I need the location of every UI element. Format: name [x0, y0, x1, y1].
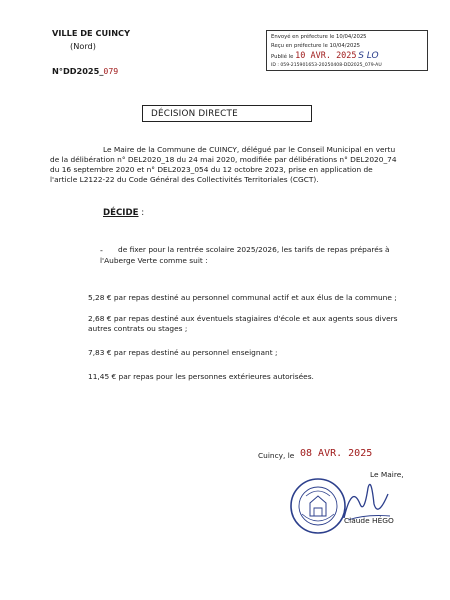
stamp-published: [271, 51, 379, 61]
prefecture-stamp: [266, 30, 428, 71]
place-label: Cuincy, le: [258, 451, 295, 460]
tariff-external: 11,45 € par repas pour les personnes extérieures autorisées.: [88, 372, 314, 381]
handwritten-signature: [338, 474, 398, 522]
intro-line-2: de la délibération n° DEL2020_18 du 24 mai 2020, modifiée par délibérations n° DEL2020_74: [50, 155, 397, 164]
tariff-teachers: 7,83 € par repas destiné au personnel enseignant ;: [88, 348, 278, 357]
intro-line-4: l'article L2122-22 du Code Général des Collectivités Territoriales (CGCT).: [50, 175, 319, 184]
stamp-published-label: Publié le: [271, 54, 294, 60]
intro-line-3: du 16 septembre 2020 et n° DEL2023_054 du 12 octobre 2023, prise en application de: [50, 165, 373, 174]
signature-scribble-icon: [338, 474, 398, 522]
stamp-initials: S LO: [358, 51, 379, 61]
decide-word: DÉCIDE: [103, 208, 139, 218]
decide-colon: :: [141, 208, 145, 218]
clause-line-1: de fixer pour la rentrée scolaire 2025/2026, les tarifs de repas préparés à: [118, 245, 390, 254]
tariff-interns-line-1: 2,68 € par repas destiné aux éventuels stagiaires d'école et aux agents sous divers: [88, 314, 398, 323]
title-box: [142, 105, 312, 122]
signatory-role: Le Maire,: [370, 470, 404, 479]
tariff-interns-line-2: autres contrats ou stages ;: [88, 324, 188, 333]
stamp-received: Reçu en préfecture le 10/04/2025: [271, 43, 361, 49]
clause-bullet: -: [100, 246, 103, 255]
document-title: DÉCISION DIRECTE: [151, 109, 238, 119]
tariff-staff: 5,28 € par repas destiné au personnel communal actif et aux élus de la commune ;: [88, 293, 397, 302]
clause-line-2: l'Auberge Verte comme suit :: [100, 256, 208, 265]
city-name: VILLE DE CUINCY: [52, 28, 130, 38]
reference-prefix: N°DD2025_: [52, 66, 104, 76]
region-name: (Nord): [70, 41, 96, 51]
stamp-published-date: 10 AVR. 2025: [295, 51, 357, 61]
signatory-name: Claude HÉGO: [344, 516, 394, 525]
signature-date: 08 AVR. 2025: [300, 448, 373, 459]
decide-heading: [103, 208, 144, 218]
decision-reference: [52, 66, 118, 76]
stamp-id: ID : 059-215901653-20250408-DD2025_079-AU: [271, 63, 382, 68]
intro-line-1: Le Maire de la Commune de CUINCY, délégué par le Conseil Municipal en vertu: [103, 145, 396, 154]
reference-number: 079: [103, 66, 119, 76]
stamp-sent: Envoyé en préfecture le 10/04/2025: [271, 34, 367, 40]
